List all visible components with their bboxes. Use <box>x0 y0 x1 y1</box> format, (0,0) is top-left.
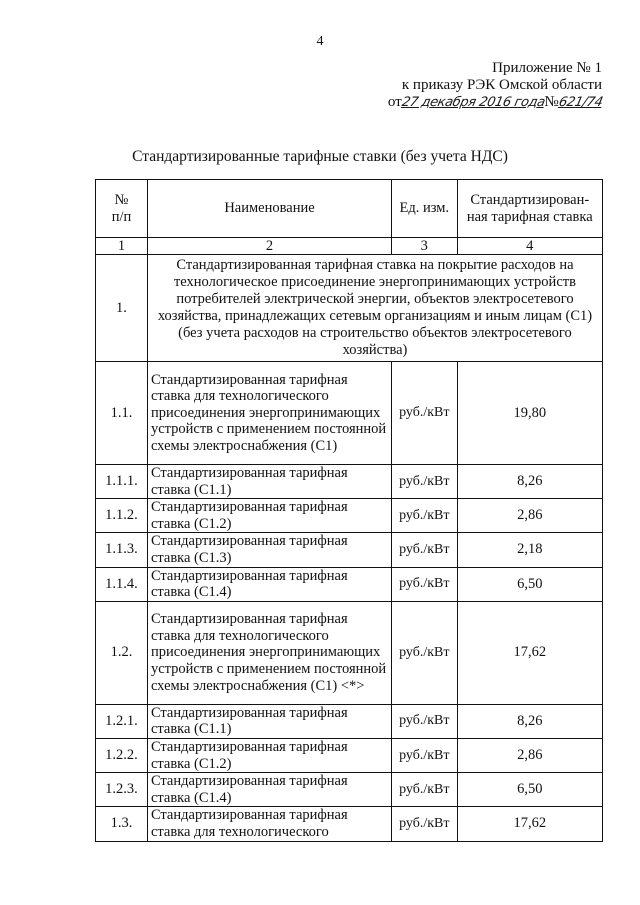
row-number: 1. <box>96 255 148 362</box>
table-row <box>96 533 603 567</box>
page-number: 4 <box>316 34 324 49</box>
column-index: 3 <box>392 238 457 255</box>
header-rate: Стандартизирован-ная тарифная ставка <box>457 180 602 238</box>
row-value: 6,50 <box>457 773 602 807</box>
row-value: 6,50 <box>457 567 602 601</box>
row-name: Стандартизированная тарифная ставка для технологического присоединения энергопринимающих устройств с применением постоянной схемы электроснабжения (С1) <*> <box>147 601 391 704</box>
row-number: 1.1.3. <box>96 533 148 567</box>
row-unit: руб./кВт <box>392 738 457 772</box>
row-name: Стандартизированная тарифная ставка для технологического присоединения энергопринимающих устройств с применением постоянной схемы электроснабжения (С1) <box>147 362 391 465</box>
table-row <box>96 704 603 738</box>
row-unit: руб./кВт <box>392 499 457 533</box>
row-value: 2,86 <box>457 738 602 772</box>
column-index: 1 <box>96 238 148 255</box>
row-value: 17,62 <box>457 807 602 841</box>
appendix-date-prefix: от <box>387 94 402 110</box>
handwritten-number: 621/74 <box>557 95 604 110</box>
table-row <box>96 362 603 465</box>
row-value: 19,80 <box>457 362 602 465</box>
row-number: 1.2.1. <box>96 704 148 738</box>
row-number: 1.2. <box>96 601 148 704</box>
table-row <box>96 465 603 499</box>
row-number: 1.3. <box>96 807 148 841</box>
appendix-order-ref: к приказу РЭК Омской области <box>401 77 602 93</box>
table-row <box>96 499 603 533</box>
table-header-row <box>96 180 603 238</box>
row-name: Стандартизированная тарифная ставка (С1.1) <box>147 465 391 499</box>
appendix-number-mark: № <box>544 94 559 110</box>
row-name: Стандартизированная тарифная ставка (С1.4) <box>147 773 391 807</box>
table-row <box>96 738 603 772</box>
row-number: 1.1. <box>96 362 148 465</box>
row-number: 1.1.2. <box>96 499 148 533</box>
row-unit: руб./кВт <box>392 533 457 567</box>
row-name: Стандартизированная тарифная ставка (С1.4) <box>147 567 391 601</box>
table-row <box>96 567 603 601</box>
row-number: 1.1.1. <box>96 465 148 499</box>
row-unit: руб./кВт <box>392 807 457 841</box>
row-value: 2,86 <box>457 499 602 533</box>
document-title: Стандартизированные тарифные ставки (без учета НДС) <box>132 148 508 165</box>
row-number: 1.2.3. <box>96 773 148 807</box>
column-index-row <box>96 238 603 255</box>
table-row <box>96 773 603 807</box>
row-name: Стандартизированная тарифная ставка (С1.1) <box>147 704 391 738</box>
table-row <box>96 807 603 841</box>
appendix-date-line <box>388 94 602 111</box>
row-value: 2,18 <box>457 533 602 567</box>
header-num: № п/п <box>96 180 148 238</box>
column-index: 2 <box>147 238 391 255</box>
appendix-title: Приложение № 1 <box>492 60 602 76</box>
header-unit: Ед. изм. <box>392 180 457 238</box>
header-name: Наименование <box>147 180 391 238</box>
row-name: Стандартизированная тарифная ставка (С1.2) <box>147 499 391 533</box>
row-unit: руб./кВт <box>392 601 457 704</box>
row-unit: руб./кВт <box>392 362 457 465</box>
appendix-block <box>388 60 602 111</box>
row-unit: руб./кВт <box>392 567 457 601</box>
row-value: 8,26 <box>457 704 602 738</box>
row-name: Стандартизированная тарифная ставка (С1.3) <box>147 533 391 567</box>
row-name: Стандартизированная тарифная ставка для технологического <box>147 807 391 841</box>
row-name: Стандартизированная тарифная ставка (С1.2) <box>147 738 391 772</box>
row-unit: руб./кВт <box>392 465 457 499</box>
row-unit: руб./кВт <box>392 704 457 738</box>
group-description: Стандартизированная тарифная ставка на покрытие расходов на технологическое присоединение энергопринимающих устройств потребителей электрической энергии, объектов электросетевого хозяйства, принадлежащих сетевым организациям и иным лицам (С1) (без учета расходов на строительство объектов электросетевого хозяйства) <box>147 255 602 362</box>
handwritten-date: 27 декабря 2016 года <box>400 95 546 110</box>
row-number: 1.1.4. <box>96 567 148 601</box>
row-number: 1.2.2. <box>96 738 148 772</box>
column-index: 4 <box>457 238 602 255</box>
row-unit: руб./кВт <box>392 773 457 807</box>
table-row <box>96 601 603 704</box>
row-value: 8,26 <box>457 465 602 499</box>
rates-table <box>95 179 603 842</box>
group-row <box>96 255 603 362</box>
row-value: 17,62 <box>457 601 602 704</box>
